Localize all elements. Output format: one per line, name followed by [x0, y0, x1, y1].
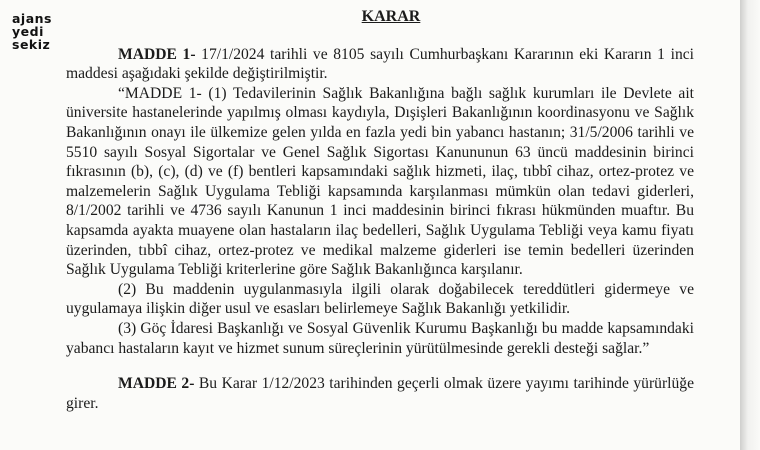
page-edge-shadow — [740, 0, 760, 450]
ajans-yedi-sekiz-logo — [12, 12, 52, 51]
article-1-label: MADDE 1- — [118, 45, 196, 63]
article-2-paragraph — [66, 374, 694, 413]
logo-line-2: yedi — [12, 24, 44, 39]
logo-line-1: ajans — [12, 11, 52, 26]
document-title: KARAR — [361, 8, 421, 25]
quoted-paragraph-1: “MADDE 1- (1) Tedavilerinin Sağlık Bakanlığına bağlı sağlık kurumları ile Devlete ait üniversite hastanelerinde yapılmış olması kaydıyla, Dışişleri Bakanlığının koordinasyonu ve Sağlık Bakanlığının onayı ile ülkemize gelen yılda en fazla yedi bin yabancı hastanın; 31/5/2006 tarihli ve 5510 sayılı Sosyal Sigortalar ve Genel Sağlık Sigortası Kanununun 63 üncü maddesinin birinci fıkrasının (b), (c), (d) ve (f) bentleri kapsamındaki sağlık hizmeti, ilaç, tıbbî cihaz, ortez-protez ve malzemelerin Sağlık Uygulama Tebliği kapsamında karşılanması mümkün olan tedavi giderleri, 8/1/2002 tarihli ve 4736 sayılı Kanunun 1 inci maddesinin birinci fıkrası hükmünden muaftır. Bu kapsamda ayakta muayene olan hastaların ilaç bedelleri, Sağlık Uygulama Tebliği veya kamu fiyatı üzerinden, tıbbî cihaz, ortez-protez ve medikal malzeme giderleri ise temin bedelleri üzerinden Sağlık Uygulama Tebliği kriterlerine göre Sağlık Bakanlığınca karşılanır. — [66, 84, 694, 279]
quoted-paragraph-3: (3) Göç İdaresi Başkanlığı ve Sosyal Güvenlik Kurumu Başkanlığı bu madde kapsamındaki yabancı hastaların kayıt ve hizmet sunum süreçlerinin yürütülmesinde gerekli desteği sağlar.” — [66, 319, 694, 357]
decree-text — [66, 0, 694, 413]
logo-line-3: sekiz — [12, 37, 51, 52]
article-2-label: MADDE 2- — [118, 375, 195, 393]
article-1-text: 17/1/2024 tarihli ve 8105 sayılı Cumhurbaşkanı Kararının eki Kararın 1 inci maddesi aşağıdaki şekilde değiştirilmiştir. — [66, 45, 694, 83]
quoted-paragraph-2: (2) Bu maddenin uygulanmasıyla ilgili olarak doğabilecek tereddütleri gidermeye ve uygulamaya ilişkin diğer usul ve esasları belirlemeye Sağlık Bakanlığı yetkilidir. — [66, 280, 694, 318]
article-1-paragraph — [66, 45, 694, 84]
article-2-text: Bu Karar 1/12/2023 tarihinden geçerli olmak üzere yayımı tarihinde yürürlüğe girer. — [66, 375, 694, 412]
